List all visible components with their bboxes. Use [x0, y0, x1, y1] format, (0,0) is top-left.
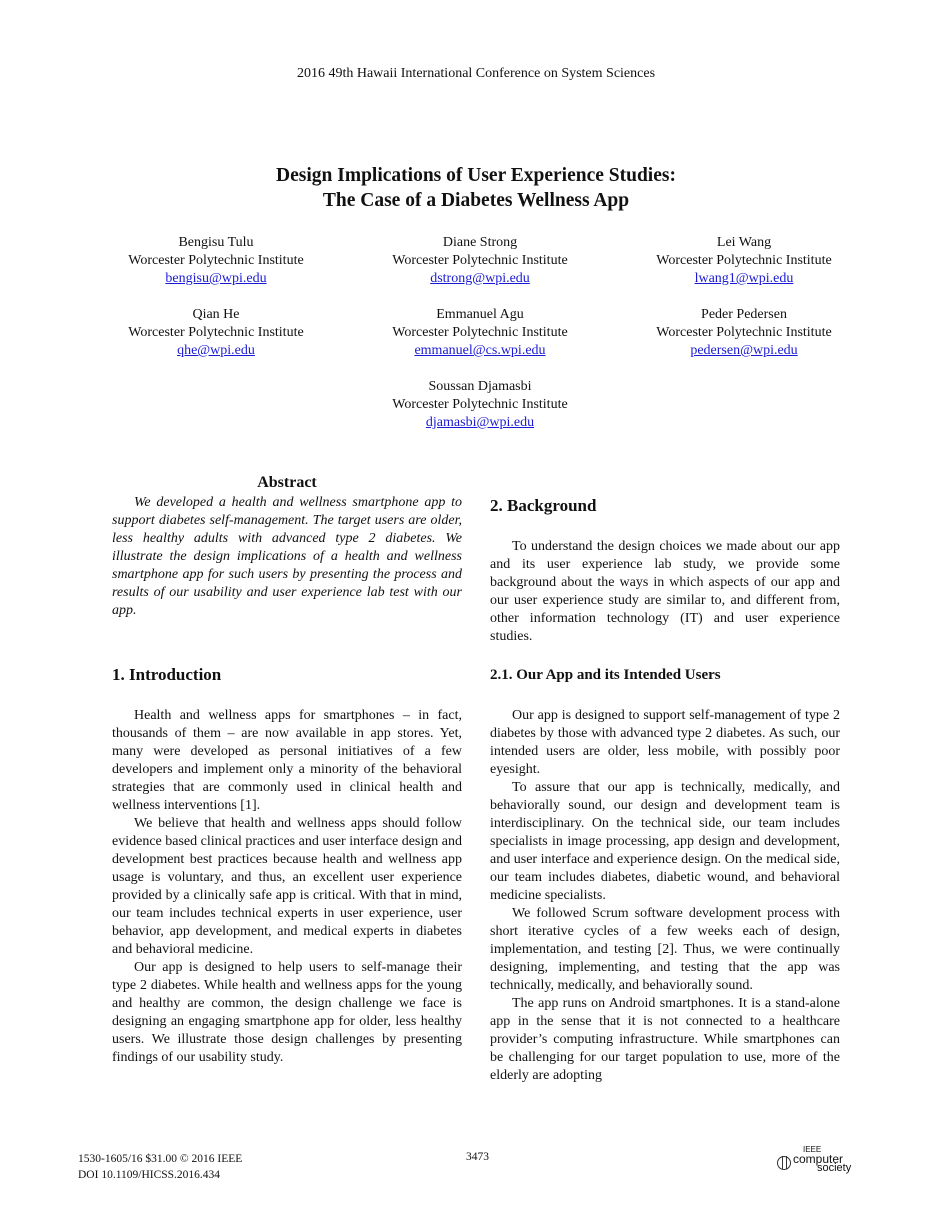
author-name: Soussan Djamasbi [428, 379, 532, 394]
subsection-body [490, 707, 840, 1085]
logo-text-ieee: IEEE [803, 1145, 822, 1154]
body-paragraph: Health and wellness apps for smartphones – in fact, thousands of them – are now available in app stores. Yet, many were developed as personal initiatives of a few developers and implement only a minority of the behavioral strategies that are commonly used in clinical health and wellness interventions [1]. [112, 708, 462, 813]
author-block [350, 306, 610, 360]
footer-citation [78, 1151, 242, 1183]
author-affiliation: Worcester Polytechnic Institute [128, 253, 304, 268]
logo-text-society: society [817, 1162, 852, 1174]
author-email-link[interactable]: lwang1@wpi.edu [694, 271, 794, 286]
author-email-link[interactable]: pedersen@wpi.edu [690, 343, 798, 358]
author-email-link[interactable]: emmanuel@cs.wpi.edu [414, 343, 546, 358]
section-heading-background: 2. Background [490, 496, 597, 515]
paper-title-line-2: The Case of a Diabetes Wellness App [322, 190, 630, 211]
author-affiliation: Worcester Polytechnic Institute [392, 397, 568, 412]
author-block [86, 234, 346, 288]
abstract-heading: Abstract [257, 474, 317, 491]
author-affiliation: Worcester Polytechnic Institute [656, 325, 832, 340]
body-paragraph: We believe that health and wellness apps should follow evidence based clinical practices and user interface design and development best practices because health and wellness app usage is voluntary, and thus, an excellent user experience provided by a clinically safe app is critical. With that in mind, our team includes technical experts in user experience, user behavior, app development, and medical experts in diabetes and behavioral medicine. [112, 816, 462, 957]
author-block [614, 306, 874, 360]
footer-issn: 1530-1605/16 $31.00 © 2016 IEEE [78, 1153, 243, 1165]
body-paragraph: Our app is designed to support self-management of type 2 diabetes by those with advanced type 2 diabetes. As such, our intended users are older, less mobile, with possibly poor eyesight. [490, 708, 840, 777]
author-block [350, 378, 610, 432]
section-heading-introduction: 1. Introduction [112, 665, 222, 684]
background-body [490, 538, 840, 646]
body-paragraph: To assure that our app is technically, medically, and behaviorally sound, our design and development team is interdisciplinary. On the technical side, our team includes specialists in image processing, app design and development, and user interface and experience design. On the medical side, our team includes diabetes, diabetic wound, and behavioral medicine specialists. [490, 780, 840, 903]
footer-doi: DOI 10.1109/HICSS.2016.434 [78, 1169, 221, 1181]
paper-title-line-1: Design Implications of User Experience Studies: [276, 165, 676, 186]
author-email-link[interactable]: bengisu@wpi.edu [165, 271, 267, 286]
author-block [86, 306, 346, 360]
author-name: Bengisu Tulu [178, 235, 254, 250]
globe-icon [777, 1156, 791, 1170]
subsection-heading: 2.1. Our App and its Intended Users [490, 667, 721, 683]
body-paragraph: Our app is designed to help users to self-manage their type 2 diabetes. While health and wellness apps for the young and healthy are common, the design challenge we face is designing an engaging smartphone app for older, less healthy users. We illustrate those design challenges by presenting findings of our usability study. [112, 960, 462, 1065]
introduction-body [112, 707, 462, 1067]
author-name: Diane Strong [442, 235, 518, 250]
author-email-link[interactable]: dstrong@wpi.edu [430, 271, 530, 286]
author-name: Emmanuel Agu [436, 307, 524, 322]
logo-text-computer: computer [793, 1152, 844, 1166]
author-email-link[interactable]: qhe@wpi.edu [177, 343, 255, 358]
author-name: Qian He [192, 307, 240, 322]
paper-title [0, 163, 952, 213]
conference-header: 2016 49th Hawaii International Conference on System Sciences [296, 66, 656, 81]
author-affiliation: Worcester Polytechnic Institute [392, 325, 568, 340]
author-affiliation: Worcester Polytechnic Institute [128, 325, 304, 340]
author-name: Lei Wang [716, 235, 772, 250]
abstract-paragraph: We developed a health and wellness smartphone app to support diabetes self-management. The target users are older, less healthy adults with advanced type 2 diabetes. We illustrate the design implications of a health and wellness smartphone app for such users by presenting the process and results of our usability and user experience lab test with our app. [112, 495, 462, 618]
author-affiliation: Worcester Polytechnic Institute [656, 253, 832, 268]
author-block [614, 234, 874, 288]
author-email-link[interactable]: djamasbi@wpi.edu [425, 415, 535, 430]
body-paragraph: The app runs on Android smartphones. It is a stand-alone app in the sense that it is not connected to a healthcare provider’s computing infrastructure. While smartphones can be challenging for our target population to use, more of the elderly are adopting [490, 996, 840, 1083]
body-paragraph: We followed Scrum software development process with short iterative cycles of a few weeks each of design, implementation, and testing [2]. Thus, we were continually designing, implementing, and testing that the app was technically, medically, and behaviorally sound. [490, 906, 840, 993]
author-name: Peder Pedersen [701, 307, 787, 322]
abstract-body [112, 494, 462, 620]
ieee-computer-society-logo [775, 1146, 865, 1178]
author-block [350, 234, 610, 288]
page-number: 3473 [466, 1151, 489, 1163]
author-affiliation: Worcester Polytechnic Institute [392, 253, 568, 268]
body-paragraph: To understand the design choices we made about our app and its user experience lab study, we provide some background about the ways in which aspects of our app and our user experience study are similar to, and different from, other information technology (IT) and user experience studies. [490, 539, 840, 644]
